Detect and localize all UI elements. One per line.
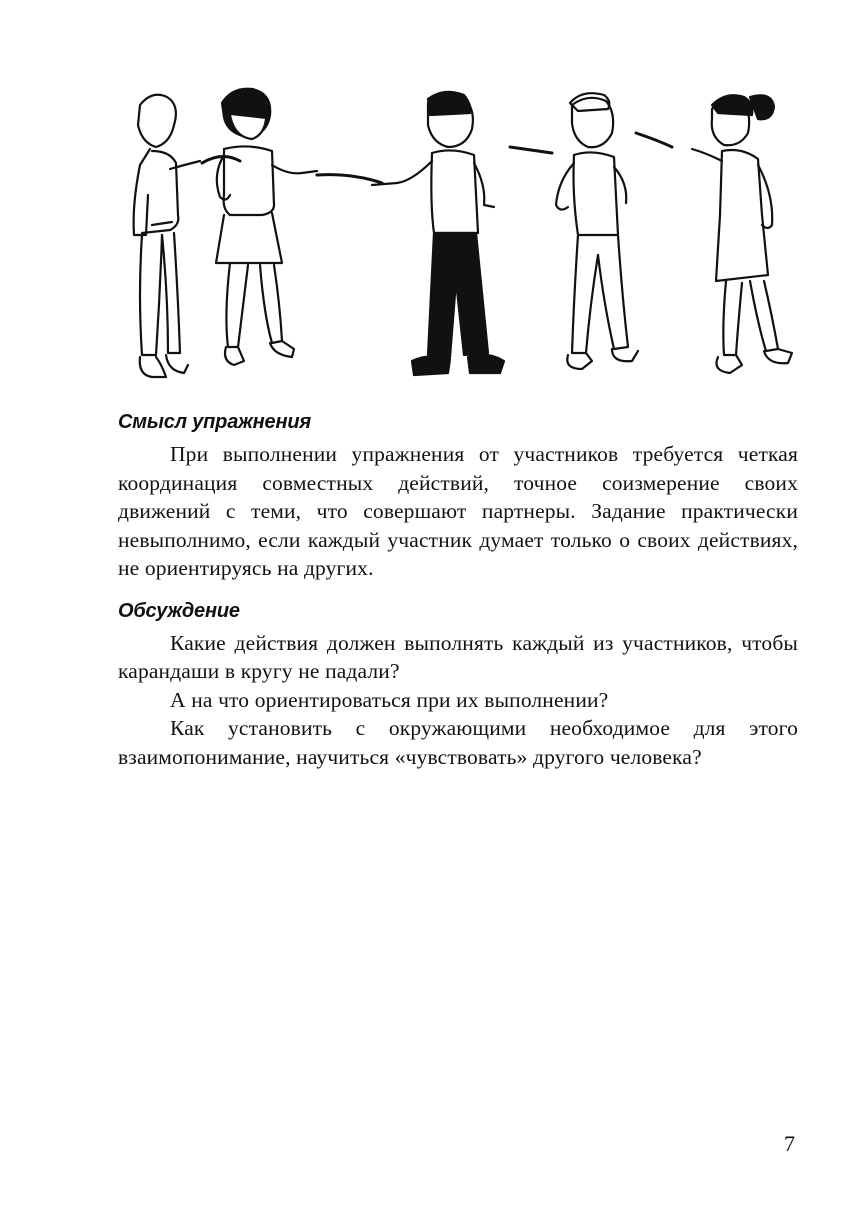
section-heading: Обсуждение: [118, 599, 240, 622]
page-number: 7: [784, 1131, 795, 1156]
paragraph: Какие действия должен выполнять каждый из участников, чтобы карандаши в кругу не падали?: [118, 630, 798, 683]
children-pencil-exercise-illustration: [112, 85, 802, 390]
paragraph: При выполнении упражнения от участников требуется четкая координация совместных действий, точное соизмерение своих движений с теми, что совершают партнеры. Задание практически невыполнимо, если каждый участник думает только о своих действиях, не ориентируясь на других.: [118, 442, 798, 580]
figure-3: [317, 92, 504, 375]
paragraph: А на что ориентироваться при их выполнении?: [170, 687, 609, 712]
paragraph: Как установить с окружающими необходимое для этого взаимопонимание, научиться «чувствовать» другого человека?: [118, 716, 798, 769]
section-discussion: [118, 597, 798, 772]
figure-1: [134, 95, 200, 377]
figure-2: [202, 89, 317, 365]
section-exercise-meaning: [118, 408, 798, 583]
figure-4: [510, 93, 672, 369]
section-heading: Смысл упражнения: [118, 411, 311, 433]
figure-5: [692, 95, 792, 373]
page-content: [118, 408, 798, 771]
